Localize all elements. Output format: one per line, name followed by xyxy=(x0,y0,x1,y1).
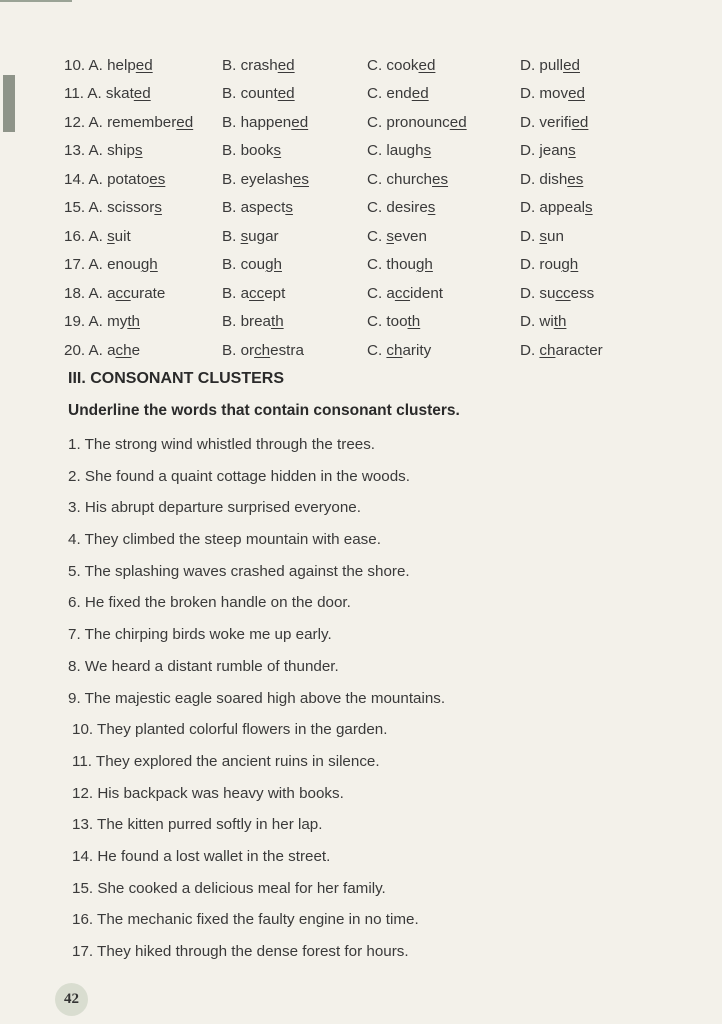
option-b xyxy=(222,194,367,223)
underlined-sound: th xyxy=(553,313,567,331)
option-d xyxy=(520,51,630,80)
exercise-row xyxy=(64,251,630,280)
option-c xyxy=(367,308,520,337)
option-a xyxy=(64,279,222,308)
option-text: urate xyxy=(130,284,166,302)
option-text: C. laugh xyxy=(367,142,424,160)
pronunciation-exercise-table xyxy=(64,51,630,365)
page-number: 42 xyxy=(55,983,88,1016)
sentence-item: 15. She cooked a delicious meal for her family. xyxy=(72,879,386,897)
underlined-sound: s xyxy=(539,227,548,245)
sentence-item: 10. They planted colorful flowers in the garden. xyxy=(72,721,388,739)
option-text: estra xyxy=(270,341,304,359)
underlined-sound: th xyxy=(407,313,421,331)
option-text: aracter xyxy=(555,341,603,359)
underlined-sound: s xyxy=(285,199,293,217)
option-text: D. pull xyxy=(520,56,564,74)
option-text: 19. A. my xyxy=(64,313,128,331)
option-c xyxy=(367,251,520,280)
option-a xyxy=(64,308,222,337)
option-b xyxy=(222,165,367,194)
option-text: B. brea xyxy=(222,313,271,331)
underlined-sound: es xyxy=(432,170,449,188)
option-b xyxy=(222,251,367,280)
option-text: D. wi xyxy=(520,313,554,331)
option-text: e xyxy=(131,341,141,359)
option-c xyxy=(367,222,520,251)
exercise-row xyxy=(64,194,630,223)
sentence-item: 12. His backpack was heavy with books. xyxy=(72,784,344,802)
underlined-sound: s xyxy=(585,199,593,217)
underlined-sound: ed xyxy=(563,56,580,74)
option-text: 11. A. skat xyxy=(64,85,134,103)
option-text: C. a xyxy=(367,284,395,302)
option-b xyxy=(222,80,367,109)
option-c xyxy=(367,137,520,166)
top-rule xyxy=(0,0,72,2)
option-text: C. thou xyxy=(367,256,416,274)
option-d xyxy=(520,80,630,109)
exercise-row xyxy=(64,279,630,308)
exercise-row xyxy=(64,137,630,166)
option-b xyxy=(222,51,367,80)
option-text: D. xyxy=(520,341,540,359)
option-text: ept xyxy=(264,284,286,302)
option-text: C. pronounc xyxy=(367,113,450,131)
underlined-sound: s xyxy=(154,199,162,217)
option-text: C. church xyxy=(367,170,432,188)
underlined-sound: s xyxy=(134,142,143,160)
option-d xyxy=(520,194,630,223)
option-text: 18. A. a xyxy=(64,284,116,302)
option-text: B. eyelash xyxy=(222,170,293,188)
option-text: B. a xyxy=(222,284,250,302)
option-b xyxy=(222,108,367,137)
option-text: 16. A. xyxy=(64,227,108,245)
underlined-sound: ed xyxy=(291,113,309,131)
option-d xyxy=(520,279,630,308)
option-text: B. count xyxy=(222,85,278,103)
sentence-item: 7. The chirping birds woke me up early. xyxy=(68,626,332,644)
underlined-sound: s xyxy=(386,227,395,245)
exercise-row xyxy=(64,80,630,109)
underlined-sound: ed xyxy=(176,113,194,131)
option-c xyxy=(367,165,520,194)
underlined-sound: cc xyxy=(115,284,131,302)
option-a xyxy=(64,137,222,166)
section-title: III. CONSONANT CLUSTERS xyxy=(68,370,285,387)
underlined-sound: ed xyxy=(277,85,295,103)
option-text: 15. A. scissor xyxy=(64,199,155,217)
sentence-item: 14. He found a lost wallet in the street. xyxy=(72,847,331,865)
exercise-row xyxy=(64,51,630,80)
underlined-sound: gh xyxy=(265,256,282,274)
underlined-sound: ed xyxy=(135,56,153,74)
option-text: B. book xyxy=(222,142,274,160)
sentence-list xyxy=(68,431,445,970)
option-text: ugar xyxy=(248,227,279,245)
sentence-item: 17. They hiked through the dense forest for hours. xyxy=(72,943,409,960)
underlined-sound: ch xyxy=(115,341,132,359)
option-d xyxy=(520,137,630,166)
option-text: D. su xyxy=(520,284,556,302)
option-text: ess xyxy=(570,284,595,302)
option-text: ident xyxy=(410,284,443,302)
option-text: D. verifi xyxy=(520,113,572,131)
option-b xyxy=(222,336,367,365)
underlined-sound: ed xyxy=(411,85,429,103)
option-text: B. happen xyxy=(222,113,292,131)
underlined-sound: ch xyxy=(386,341,403,359)
option-d xyxy=(520,251,630,280)
underlined-sound: es xyxy=(292,170,309,188)
option-a xyxy=(64,336,222,365)
side-tab-marker xyxy=(3,75,15,132)
option-text: C. cook xyxy=(367,56,419,74)
sentence-item: 16. The mechanic fixed the faulty engine in no time. xyxy=(72,911,419,929)
underlined-sound: cc xyxy=(555,284,571,302)
option-text: C. desire xyxy=(367,199,428,217)
option-text: 13. A. ship xyxy=(64,142,135,160)
option-b xyxy=(222,137,367,166)
option-text: un xyxy=(547,227,564,245)
underlined-sound: ed xyxy=(277,56,295,74)
sentence-item: 11. They explored the ancient ruins in silence. xyxy=(72,752,380,770)
option-b xyxy=(222,222,367,251)
underlined-sound: s xyxy=(427,199,436,217)
option-a xyxy=(64,108,222,137)
underlined-sound: gh xyxy=(415,256,433,274)
option-c xyxy=(367,336,520,365)
exercise-row xyxy=(64,108,630,137)
option-a xyxy=(64,165,222,194)
option-c xyxy=(367,108,520,137)
underlined-sound: s xyxy=(273,142,282,160)
sentence-item: 4. They climbed the steep mountain with ease. xyxy=(68,531,381,549)
sentence-item: 2. She found a quaint cottage hidden in the woods. xyxy=(68,467,410,485)
underlined-sound: s xyxy=(107,227,115,245)
underlined-sound: gh xyxy=(140,256,158,274)
underlined-sound: th xyxy=(270,313,284,331)
underlined-sound: ch xyxy=(539,341,556,359)
underlined-sound: s xyxy=(568,142,576,160)
option-a xyxy=(64,222,222,251)
option-text: C. xyxy=(367,227,387,245)
option-text: 14. A. potato xyxy=(64,170,150,188)
underlined-sound: gh xyxy=(561,256,579,274)
option-b xyxy=(222,279,367,308)
sentence-item: 6. He fixed the broken handle on the door. xyxy=(68,594,351,612)
underlined-sound: es xyxy=(149,170,166,188)
option-text: arity xyxy=(402,341,432,359)
underlined-sound: th xyxy=(127,313,140,331)
underlined-sound: ch xyxy=(254,341,271,359)
sentence-item: 1. The strong wind whistled through the trees. xyxy=(68,436,376,453)
option-text: D. rou xyxy=(520,256,562,274)
exercise-row xyxy=(64,165,630,194)
option-a xyxy=(64,251,222,280)
option-text: B. or xyxy=(222,341,255,359)
exercise-row xyxy=(64,222,630,251)
option-text: 10. A. help xyxy=(64,56,136,74)
option-d xyxy=(520,336,630,365)
sentence-item: 9. The majestic eagle soared high above the mountains. xyxy=(68,689,446,707)
option-text: B. cou xyxy=(222,256,266,274)
option-text: B. xyxy=(222,227,241,245)
option-text: D. dish xyxy=(520,170,568,188)
underlined-sound: ed xyxy=(568,85,586,103)
exercise-row xyxy=(64,336,630,365)
option-text: 20. A. a xyxy=(64,341,116,359)
sentence-item: 8. We heard a distant rumble of thunder. xyxy=(68,657,339,675)
option-text: B. crash xyxy=(222,56,278,74)
instruction: Underline the words that contain consonant clusters. xyxy=(68,402,460,419)
option-d xyxy=(520,108,630,137)
option-c xyxy=(367,279,520,308)
option-text: D. appeal xyxy=(520,199,586,217)
underlined-sound: ed xyxy=(133,85,151,103)
option-text: C. xyxy=(367,341,387,359)
sentence-item: 13. The kitten purred softly in her lap. xyxy=(72,816,323,834)
option-text: C. too xyxy=(367,313,408,331)
exercise-row xyxy=(64,308,630,337)
option-a xyxy=(64,194,222,223)
option-a xyxy=(64,80,222,109)
underlined-sound: s xyxy=(423,142,432,160)
option-text: uit xyxy=(114,227,131,245)
option-c xyxy=(367,80,520,109)
option-text: D. mov xyxy=(520,85,569,103)
option-text: C. end xyxy=(367,85,412,103)
sentence-item: 5. The splashing waves crashed against the shore. xyxy=(68,562,410,580)
underlined-sound: ed xyxy=(418,56,436,74)
option-d xyxy=(520,222,630,251)
underlined-sound: es xyxy=(567,170,584,188)
option-a xyxy=(64,51,222,80)
option-c xyxy=(367,51,520,80)
underlined-sound: s xyxy=(240,227,249,245)
option-d xyxy=(520,308,630,337)
option-text: D. xyxy=(520,227,540,245)
underlined-sound: ed xyxy=(571,113,589,131)
option-b xyxy=(222,308,367,337)
underlined-sound: ed xyxy=(449,113,467,131)
option-text: 12. A. remember xyxy=(64,113,177,131)
underlined-sound: cc xyxy=(394,284,411,302)
option-text: B. aspect xyxy=(222,199,286,217)
option-text: even xyxy=(394,227,427,245)
option-d xyxy=(520,165,630,194)
underlined-sound: cc xyxy=(249,284,265,302)
option-text: 17. A. enou xyxy=(64,256,141,274)
option-text: D. jean xyxy=(520,142,569,160)
sentence-item: 3. His abrupt departure surprised everyone. xyxy=(68,499,361,517)
option-c xyxy=(367,194,520,223)
